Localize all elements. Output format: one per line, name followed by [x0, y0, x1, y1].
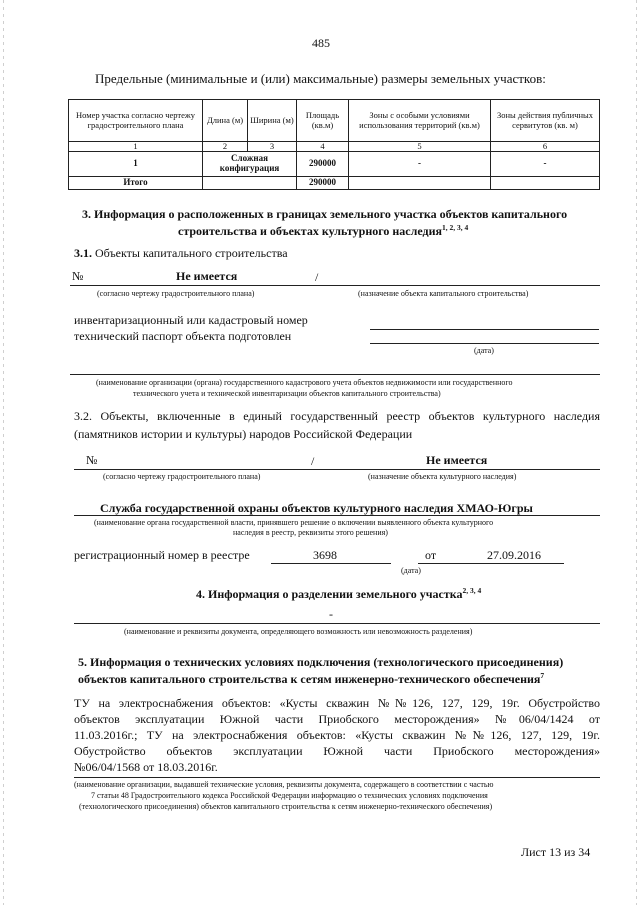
heritage-authority: Служба государственной охраны объектов культурного наследия ХМАО-Югры: [100, 501, 533, 515]
total-area: 290000: [297, 177, 349, 190]
registry-date-line: [418, 563, 564, 564]
scan-edge-right: [636, 0, 637, 905]
cell-special-zones: -: [349, 152, 491, 177]
registry-label: регистрационный номер в реестре: [74, 548, 250, 562]
tu-line: Обустройство объектов эксплуатации Южной части Приобского месторождения»: [74, 744, 600, 758]
tu-line: №06/04/1568 от 18.03.2016г.: [74, 760, 218, 774]
authority-caption-2: наследия в реестр, реквизиты этого решения): [233, 528, 388, 537]
header-length: Длина (м): [203, 100, 248, 142]
header-plot-number: Номер участка согласно чертежу градостроительного плана: [69, 100, 203, 142]
inventory-number-line: [370, 329, 599, 330]
land-plot-size-table: [68, 99, 600, 190]
section31-caption-right: (назначение объекта капитального строительства): [358, 289, 529, 298]
inventory-label-1: инвентаризационный или кадастровый номер: [74, 313, 308, 327]
section31-value: Не имеется: [176, 269, 238, 283]
section4-line: [74, 623, 600, 624]
section3-footnote-refs: 1, 2, 3, 4: [442, 223, 469, 232]
sheet-counter: Лист 13 из 34: [521, 845, 591, 859]
tu-text: [74, 695, 600, 775]
section31-date-caption: (дата): [474, 346, 494, 355]
section5-caption-1: (наименование организации, выдавшей технические условия, реквизиты документа, содержащего в соответствии с частью: [74, 780, 494, 789]
registry-number-line: [271, 563, 391, 564]
authority-line: [74, 515, 600, 516]
tu-line: 11.03.2016г.; ТУ на электроснабжения объектов: «Кусты скважин №№126, 127, 129, 19г.: [74, 728, 600, 742]
registry-date-caption: (дата): [401, 566, 421, 575]
section31-caption-left: (согласно чертежу градостроительного плана): [97, 289, 255, 298]
page-number: 485: [312, 36, 330, 50]
passport-date-line: [370, 343, 599, 344]
authority-caption-1: (наименование органа государственной власти, принявшего решение о включении выявленного объекта культурного: [94, 518, 494, 527]
header-servitude-zones: Зоны действия публичных сервитутов (кв. м): [491, 100, 600, 142]
cell-servitudes: -: [491, 152, 600, 177]
section31-fill-line: [70, 285, 600, 286]
tu-line: ТУ на электроснабжения объектов: «Кусты скважин №№126, 127, 129, 19г. Обустройство: [74, 696, 600, 710]
cell-shape: Сложная конфигурация: [203, 152, 297, 177]
col-number: 3: [248, 142, 297, 152]
col-number: 1: [69, 142, 203, 152]
header-special-zones: Зоны с особыми условиями использования территорий (кв.м): [349, 100, 491, 142]
total-label: Итого: [69, 177, 203, 190]
cell-plot-number: 1: [69, 152, 203, 177]
org-caption-2: технического учета и технической инвентаризации объектов капитального строительства): [133, 389, 441, 398]
section4-title: 4. Информация о разделении земельного участка$^{2, 3, 4}$: [196, 586, 482, 601]
section32-slash: /: [311, 454, 315, 468]
section3-title-line2: строительства и объектах культурного наследия$^{1, 2, 3, 4}$: [178, 223, 469, 238]
section4-value: -: [329, 607, 333, 621]
scan-edge-left: [3, 0, 4, 905]
section32-caption-left: (согласно чертежу градостроительного плана): [103, 472, 261, 481]
inventory-label-2: технический паспорт объекта подготовлен: [74, 329, 292, 343]
section3-title-line1: 3. Информация о расположенных в границах земельного участка объектов капитального: [82, 207, 568, 221]
sizes-heading: Предельные (минимальные и (или) максимальные) размеры земельных участков:: [95, 71, 546, 86]
section32-num-sign: №: [86, 453, 98, 467]
section5-line: [74, 777, 600, 778]
section32-value: Не имеется: [426, 453, 488, 467]
tu-line: объектов эксплуатации Южной части Приобского месторождения» №06/04/1424 от: [74, 712, 600, 726]
section31-num-sign: №: [72, 269, 84, 283]
registry-number: 3698: [313, 548, 337, 562]
section5-caption-2: 7 статьи 48 Градостроительного кодекса Российской Федерации информацию о технических условиях подключения: [91, 791, 488, 800]
section5-caption-3: (технологического присоединения) объектов капитального строительства к сетям инженерно-технического обеспечения): [79, 802, 493, 811]
col-number: 5: [349, 142, 491, 152]
section31-slash: /: [315, 270, 319, 284]
col-number: 6: [491, 142, 600, 152]
section31-title: 3.1. Объекты капитального строительства: [74, 246, 288, 260]
section5-title-line2: объектов капитального строительства к сетям инженерно-технического обеспечения$^7$: [78, 671, 545, 686]
cell-area: 290000: [297, 152, 349, 177]
section5-title-line1: 5. Информация о технических условиях подключения (технологического присоединения): [78, 655, 564, 669]
section32-title-line2: (памятников истории и культуры) народов Российской Федерации: [74, 427, 413, 441]
table-row: [69, 152, 600, 177]
col-number: 4: [297, 142, 349, 152]
col-number: 2: [203, 142, 248, 152]
section32-caption-right: (назначение объекта культурного наследия): [368, 472, 517, 481]
header-area: Площадь (кв.м): [297, 100, 349, 142]
section32-fill-line: [74, 469, 600, 470]
registry-date: 27.09.2016: [487, 548, 541, 562]
registry-from: от: [425, 548, 437, 562]
section32-title-line1: 3.2. Объекты, включенные в единый государственный реестр объектов культурного наследия: [74, 409, 600, 423]
section5-footnote-ref: 7: [540, 671, 545, 680]
org-caption-1: (наименование организации (органа) государственного кадастрового учета объектов недвижимости или государственного: [96, 378, 513, 387]
header-width: Ширина (м): [248, 100, 297, 142]
section4-footnote-refs: 2, 3, 4: [462, 586, 482, 595]
table-total-row: [69, 177, 600, 190]
section4-caption: (наименование и реквизиты документа, определяющего возможность или невозможность разделения): [124, 627, 473, 636]
org-line: [70, 374, 600, 375]
